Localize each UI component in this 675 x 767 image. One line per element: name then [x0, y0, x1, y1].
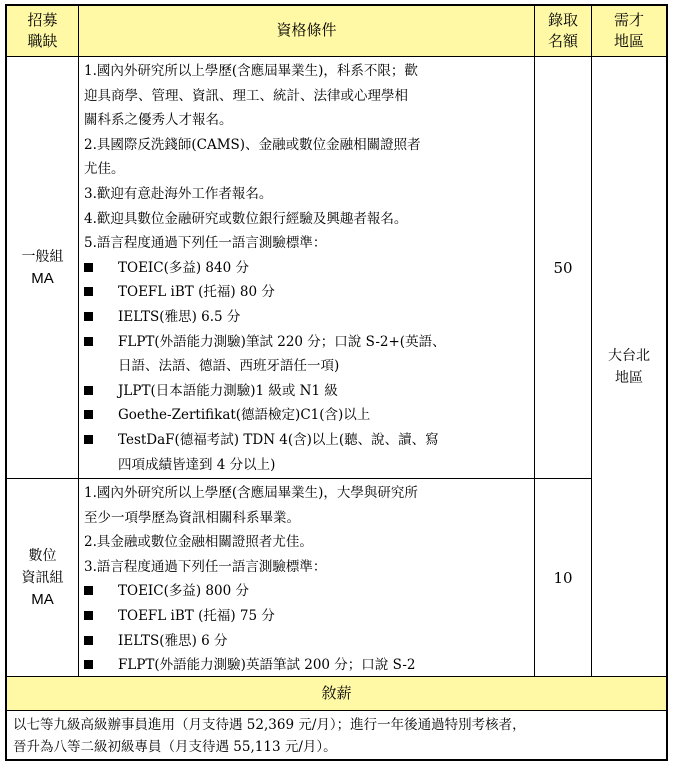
square-bullet-icon — [84, 403, 93, 428]
square-bullet-icon — [84, 256, 93, 281]
square-bullet-icon — [84, 330, 93, 355]
region-line2: 地區 — [615, 369, 643, 386]
requirement-line: 3.歡迎有意赴海外工作者報名。 — [84, 186, 273, 202]
requirement-line: 2.具金融或數位金融相關證照者尤佳。 — [84, 534, 313, 551]
position-general-ma — [7, 57, 78, 478]
requirement-line: 1.國內外研究所以上學歷(含應屆畢業生)，科系不限；歡 — [84, 63, 418, 79]
bullet-item-text: Goethe-Zertifikat(德語檢定)C1(含)以上 — [118, 407, 371, 424]
salary-line-2: 晉升為八等二級初級專員（月支待遇 55,113 元/月）。 — [13, 739, 337, 755]
salary-header-cell — [7, 677, 666, 710]
quota-digital-value: 10 — [553, 568, 573, 587]
position-digital-label2: 資訊組 — [21, 569, 64, 586]
bullet-item — [106, 604, 275, 629]
square-bullet-icon — [84, 305, 93, 330]
requirement-line: 關科系之優秀人才報名。 — [84, 112, 233, 129]
position-digital-ma — [7, 479, 78, 676]
header-requirements: 資格條件 — [276, 21, 337, 39]
header-cell-requirements — [79, 6, 534, 56]
requirement-line: 尤佳。 — [84, 161, 125, 178]
bullet-item-continuation — [106, 354, 339, 379]
bullet-item-text: IELTS(雅思) 6 分 — [118, 632, 228, 649]
bullet-item-continuation — [106, 453, 275, 478]
bullet-item — [106, 579, 249, 604]
square-bullet-icon — [84, 428, 93, 453]
bullet-item-text: 四項成績皆達到 4 分以上) — [118, 456, 276, 473]
header-cell-position — [7, 6, 78, 56]
requirements-digital — [84, 481, 530, 676]
header-position-line2: 職缺 — [27, 32, 58, 50]
quota-general — [535, 57, 591, 478]
header-cell-quota — [535, 6, 591, 56]
bullet-item — [106, 305, 240, 330]
requirement-line: 3.語言程度通過下列任一語言測驗標準： — [84, 558, 327, 575]
square-bullet-icon — [84, 604, 93, 629]
region-cell — [592, 57, 666, 676]
bullet-item-text: 日語、法語、德語、西班牙語任一項) — [118, 358, 340, 375]
salary-title: 敘薪 — [321, 684, 352, 702]
bullet-item-text: TOEIC(多益) 800 分 — [118, 583, 249, 600]
bullet-item-text: TOEFL iBT (托福) 75 分 — [118, 608, 275, 624]
bullet-item-text: IELTS(雅思) 6.5 分 — [118, 309, 241, 325]
bullet-item-text: TOEFL iBT (托福) 80 分 — [118, 284, 275, 301]
square-bullet-icon — [84, 280, 93, 305]
header-region-line2: 地區 — [613, 32, 644, 50]
bullet-item — [106, 256, 249, 281]
recruitment-table — [5, 4, 668, 761]
position-general-code: MA — [31, 269, 54, 287]
bullet-item — [106, 653, 416, 678]
requirement-line: 1.國內外研究所以上學歷(含應屆畢業生)，大學與研究所 — [84, 485, 418, 501]
bullet-item-text: FLPT(外語能力測驗)筆試 220 分；口說 S-2+(英語、 — [118, 333, 446, 350]
square-bullet-icon — [84, 653, 93, 678]
header-cell-region — [592, 6, 666, 56]
requirement-line: 2.具國際反洗錢師(CAMS)、金融或數位金融相關證照者 — [84, 136, 421, 153]
header-quota-line1: 錄取 — [547, 11, 578, 29]
quota-digital — [535, 479, 591, 676]
bullet-item-text: JLPT(日本語能力測驗)1 級或 N1 級 — [118, 382, 338, 399]
position-digital-code: MA — [31, 590, 54, 608]
square-bullet-icon — [84, 379, 93, 404]
requirements-general — [84, 59, 530, 477]
square-bullet-icon — [84, 629, 93, 654]
region-line1: 大台北 — [608, 347, 650, 364]
bullet-item-text: FLPT(外語能力測驗)英語筆試 200 分；口說 S-2 — [118, 657, 416, 674]
position-general-label: 一般組 — [21, 248, 64, 265]
bullet-item — [106, 403, 370, 428]
requirement-line: 迎具商學、管理、資訊、理工、統計、法律或心理學相 — [84, 87, 408, 104]
bullet-item-text: TestDaF(德福考試) TDN 4(含)以上(聽、說、讀、寫 — [118, 432, 439, 448]
square-bullet-icon — [84, 579, 93, 604]
requirement-line: 至少一項學歷為資訊相關科系畢業。 — [84, 509, 300, 526]
bullet-item — [106, 330, 446, 355]
requirement-line: 4.歡迎具數位金融研究或數位銀行經驗及興趣者報名。 — [84, 210, 408, 227]
quota-general-value: 50 — [553, 258, 573, 277]
header-position-line1: 招募 — [27, 11, 58, 29]
bullet-item — [106, 629, 228, 654]
bullet-item — [106, 428, 439, 453]
header-region-line1: 需才 — [613, 11, 644, 29]
requirement-line: 5.語言程度通過下列任一語言測驗標準： — [84, 235, 327, 252]
salary-line-1: 以七等九級高級辦事員進用（月支待遇 52,369 元/月）；進行一年後通過特別考核者， — [13, 717, 526, 733]
bullet-item — [106, 280, 275, 305]
bullet-item — [106, 379, 338, 404]
bullet-item-text: TOEIC(多益) 840 分 — [118, 259, 249, 276]
header-quota-line2: 名額 — [547, 32, 578, 50]
position-digital-label1: 數位 — [28, 547, 57, 564]
